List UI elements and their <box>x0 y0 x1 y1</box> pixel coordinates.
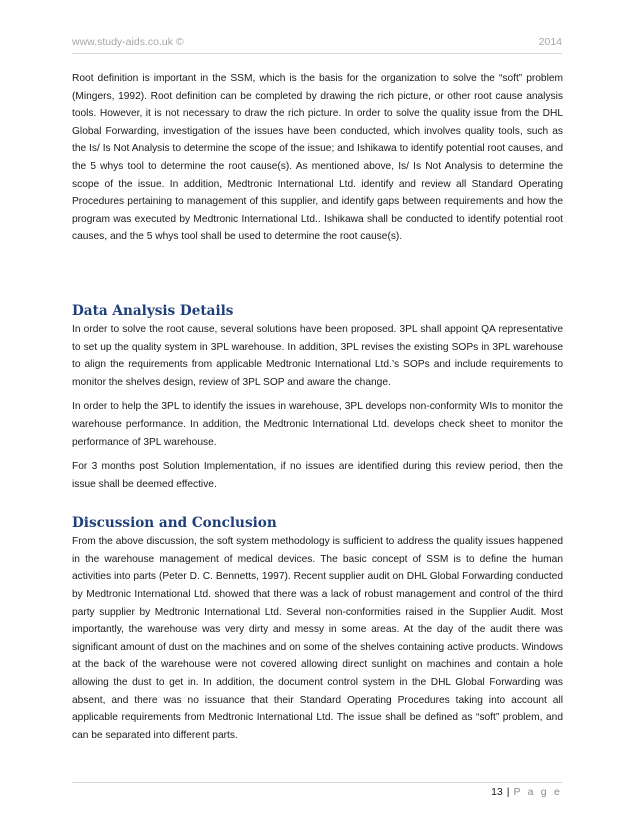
discussion-paragraph: From the above discussion, the soft system methodology is sufficient to address the quality issues happened in the warehouse management of medical devices. The basic concept of SSM is to define the human activities into parts (Peter D. C. Bennetts, 1997). Recent supplier audit on DHL Global Forwarding conducted by Medtronic International Ltd. showed that there was a lack of robust management and control of the third party supplier by Medtronic International Ltd. Several non-conformities raised in the Supplier Audit. Most importantly, the warehouse was very dirty and messy in some areas. At the day of the audit there was significant amount of dust on the machines and on some of the shelves containing active products. Windows at the back of the warehouse were not covered allowing direct sunlight on machines and contain a hole allowing the dust to get in. In addition, the document control system in the DHL Global Forwarding was absent, and there was no issuance that their Standard Operating Procedures taking into account all applicable requirements from Medtronic International Ltd. The issue shall be defined as “soft” problem, and can be separated into different parts. <box>72 536 563 741</box>
data-analysis-paragraph-3: For 3 months post Solution Implementation, if no issues are identified during this review period, then the issue shall be deemed effective. <box>72 461 563 490</box>
page-label: P a g e <box>513 786 562 798</box>
data-analysis-paragraph-2: In order to help the 3PL to identify the issues in warehouse, 3PL develops non-conformity WIs to monitor the warehouse performance. In addition, the Medtronic International Ltd. develops check sheet to monitor the performance of 3PL warehouse. <box>72 401 563 448</box>
data-analysis-heading: Data Analysis Details <box>72 302 234 319</box>
discussion-heading: Discussion and Conclusion <box>72 515 277 532</box>
header-divider <box>72 53 562 54</box>
header-site-url: www.study-aids.co.uk © <box>72 36 184 48</box>
page-footer <box>491 786 562 798</box>
page-number: 13 <box>491 786 503 798</box>
data-analysis-paragraph-1: In order to solve the root cause, several solutions have been proposed. 3PL shall appoint QA representative to set up the quality system in 3PL warehouse. In addition, 3PL revises the existing SOPs in 3PL warehouse to align the requirements from applicable Medtronic International Ltd.’s SOPs and include requirements to monitor the shelves design, review of 3PL SOP and aware the change. <box>72 323 563 388</box>
page-header <box>72 36 562 52</box>
root-definition-paragraph: Root definition is important in the SSM, which is the basis for the organization to solve the “soft” problem (Mingers, 1992). Root definition can be completed by drawing the rich picture, or other root cause analysis tools. However, it is not necessary to draw the rich picture. In order to solve the quality issue from the DHL Global Forwarding, investigation of the issues have been conducted, which involves quality tools, such as the Is/ Is Not Analysis to determine the scope of the issue; and Ishikawa to identify potential root causes, and the 5 whys tool to determine the root cause(s). As mentioned above, Is/ Is Not Analysis to determine the scope of the issue. In addition, Medtronic International Ltd. identify and review all Standard Operating Procedures pertaining to management of this supplier, and identify gaps between requirements and how the program was executed by Medtronic International Ltd.. Ishikawa shall be conducted to identify potential root causes, and the 5 whys tool shall be used to determine the root cause(s). <box>72 73 563 243</box>
header-year: 2014 <box>538 36 562 48</box>
footer-separator: | <box>506 786 510 798</box>
footer-divider <box>72 782 562 783</box>
page-body <box>72 70 563 744</box>
